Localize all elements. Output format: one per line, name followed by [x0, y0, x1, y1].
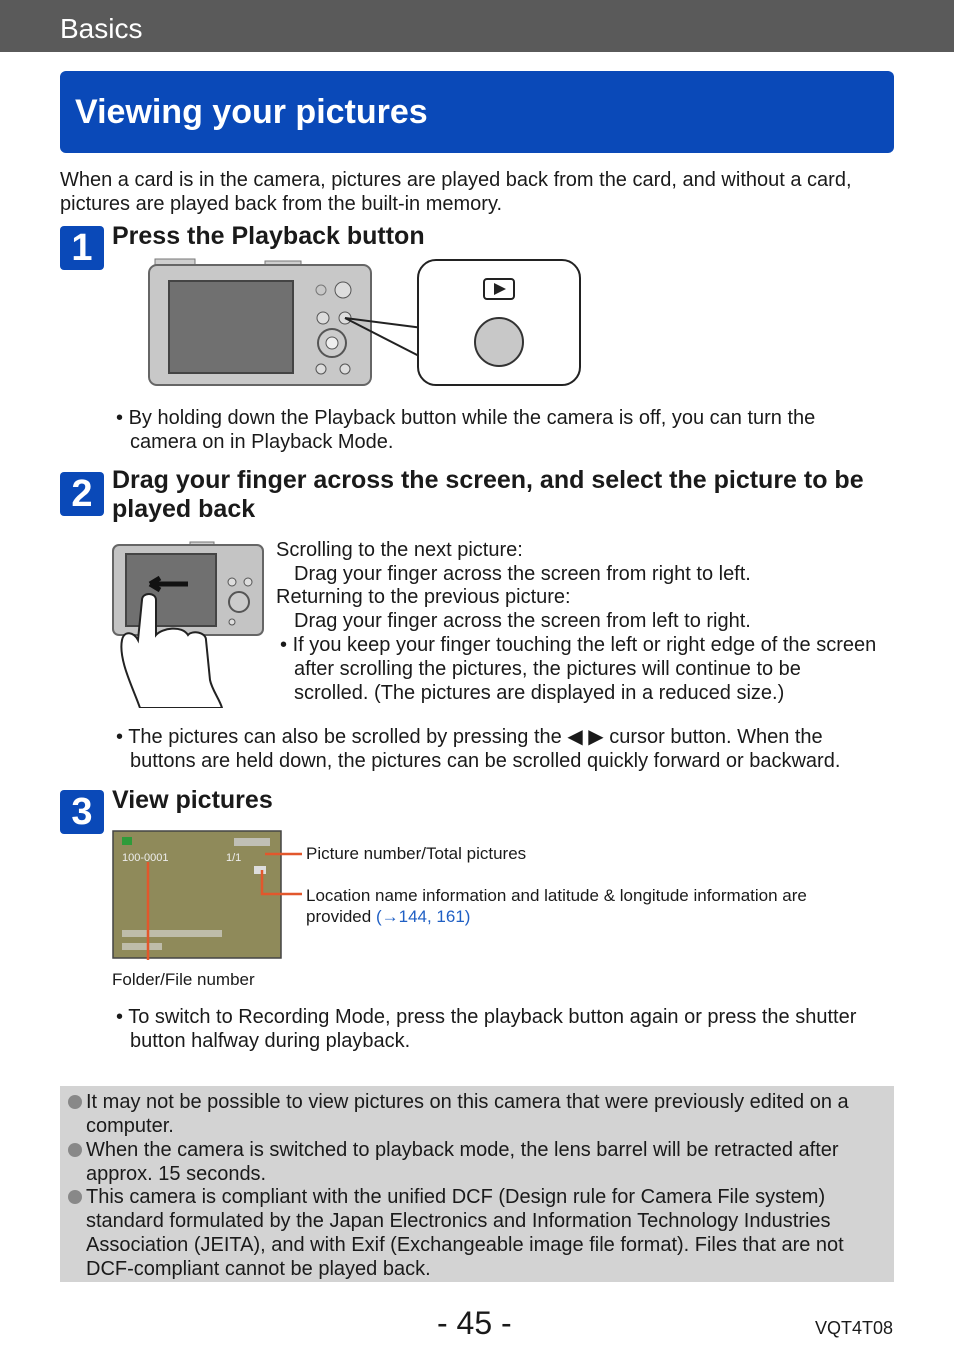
prev-picture-label: Returning to the previous picture: [276, 586, 571, 608]
screen-picture-counter: 1/1 [226, 852, 242, 864]
step-2-title: Drag your finger across the screen, and select the picture to be played back [112, 466, 864, 523]
step-3-number: 3 [60, 790, 104, 834]
location-page-link[interactable]: (→144, 161) [375, 907, 471, 926]
callout-location: Location name information and latitude & longitude information are provided (→144, 161) [306, 886, 807, 926]
bullet-dot-icon [68, 1190, 82, 1204]
callout-folder-number: Folder/File number [112, 970, 255, 989]
prev-picture-text: Drag your finger across the screen from left to right. [294, 610, 751, 632]
step-1-title: Press the Playback button [112, 222, 425, 250]
screen-folder-number: 100-0001 [122, 852, 169, 864]
page-number: - 45 - [437, 1305, 512, 1341]
section-label: Basics [60, 13, 143, 44]
note-item: It may not be possible to view pictures on this camera that were previously edited on a computer. [68, 1090, 878, 1138]
finger-drag-illustration [110, 540, 270, 708]
bullet-dot-icon [68, 1095, 82, 1109]
page-title: Viewing your pictures [75, 93, 428, 131]
step-3-bullet: • To switch to Recording Mode, press the playback button again or press the shutter button halfway during playback. [116, 1006, 857, 1052]
next-picture-label: Scrolling to the next picture: [276, 539, 523, 561]
camera-back-illustration [145, 255, 585, 390]
note-item: This camera is compliant with the unified DCF (Design rule for Camera File system) standard formulated by the Japan Electronics and Information Technology Industries Association (JEITA), and with Exif (Exchangeable image file format). Files that are not DCF-compliant cannot be played back. [68, 1185, 890, 1281]
playback-mode-icon [122, 837, 132, 845]
playback-screen-illustration [112, 830, 312, 960]
header-bar [0, 0, 954, 52]
step-2-hold-bullet: • If you keep your finger touching the left or right edge of the screen after scrolling the pictures, the pictures will continue to be scrolled. (The pictures are displayed in a reduced size.) [280, 634, 877, 704]
step-1-bullet: • By holding down the Playback button while the camera is off, you can turn the camera on in Playback Mode. [116, 407, 816, 453]
step-2-number: 2 [60, 472, 104, 516]
document-code: VQT4T08 [815, 1318, 894, 1338]
note-item: When the camera is switched to playback mode, the lens barrel will be retracted after approx. 15 seconds. [68, 1138, 878, 1186]
callout-picture-number: Picture number/Total pictures [306, 844, 527, 863]
cursor-arrows-icon: ◀ ▶ [567, 726, 604, 748]
intro-text: When a card is in the camera, pictures are played back from the card, and without a card, pictures are played back from the built-in memory. [60, 169, 852, 215]
step-2-bullet: • The pictures can also be scrolled by pressing the ◀ ▶ cursor button. When the buttons are held down, the pictures can be scrolled quickly forward or backward. [116, 726, 841, 772]
step-3-title: View pictures [112, 786, 273, 814]
bullet-dot-icon [68, 1143, 82, 1157]
next-picture-text: Drag your finger across the screen from right to left. [294, 563, 751, 585]
playback-button-icon [475, 318, 523, 366]
step-1-number: 1 [60, 226, 104, 270]
title-banner [60, 71, 894, 153]
